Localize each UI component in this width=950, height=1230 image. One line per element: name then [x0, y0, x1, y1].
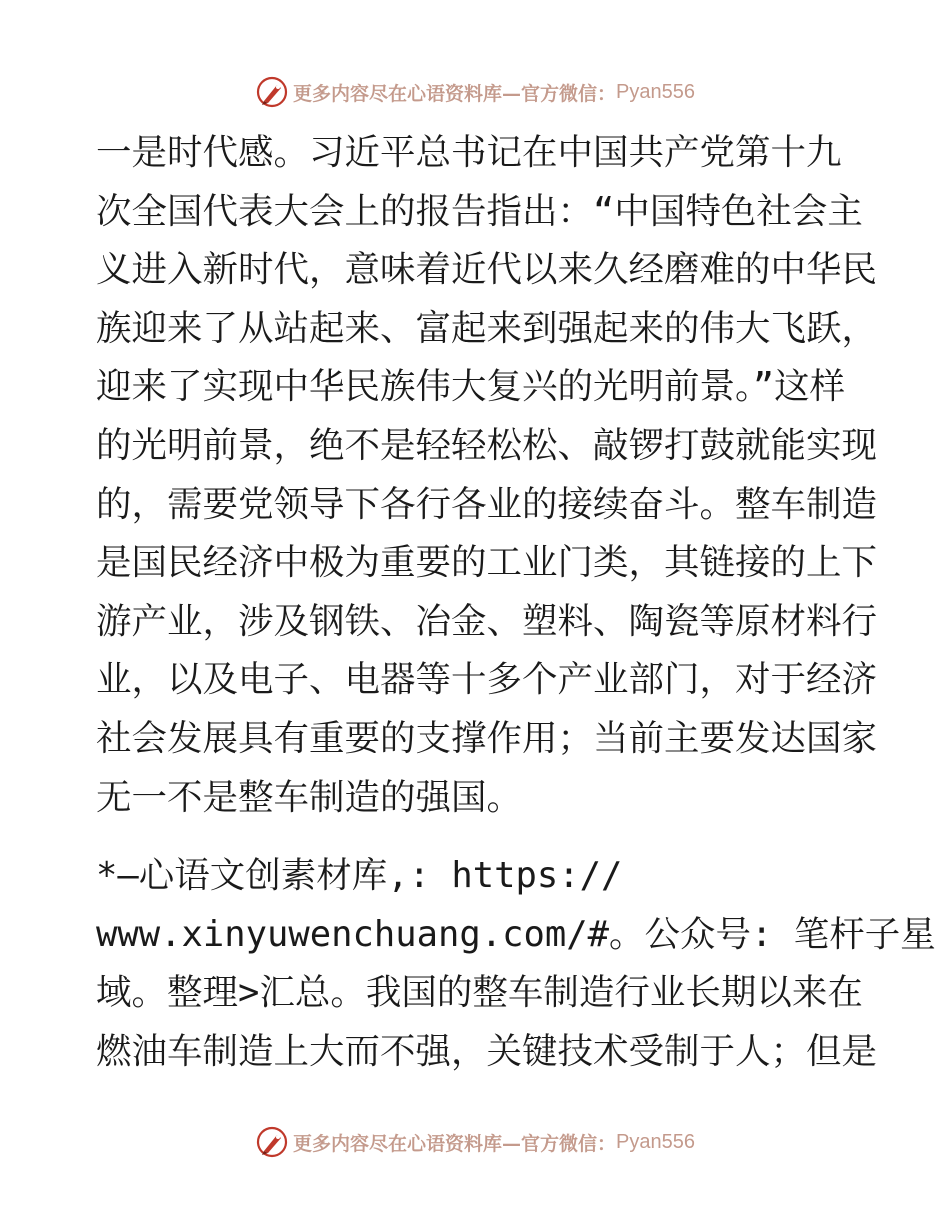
pen-logo-icon	[255, 75, 289, 109]
text-line: 一是时代感。习近平总书记在中国共产党第十九	[96, 132, 842, 173]
text-line: 是国民经济中极为重要的工业门类，其链接的上下	[96, 542, 878, 584]
footer-watermark	[0, 1122, 950, 1162]
text-line: 社会发展具有重要的支撑作用；当前主要发达国家	[96, 717, 878, 759]
text-line: 燃油车制造上大而不强，关键技术受制于人；但是	[96, 1030, 878, 1072]
paragraph-2	[96, 847, 936, 1081]
text-line: 迎来了实现中华民族伟大复兴的光明前景。”这样	[96, 366, 846, 408]
watermark-text: 更多内容尽在心语资料库—官方微信：	[293, 82, 617, 105]
document-body	[96, 124, 936, 1082]
text-line: 域。整理>汇总。我国的整车制造行业长期以来在	[96, 972, 863, 1014]
watermark-text: 更多内容尽在心语资料库—官方微信：	[293, 1132, 617, 1155]
text-line: 族迎来了从站起来、富起来到强起来的伟大飞跃，	[96, 307, 878, 349]
text-line: 的，需要党领导下各行各业的接续奋斗。整车制造	[96, 483, 878, 525]
text-line: 义进入新时代，意味着近代以来久经磨难的中华民	[96, 249, 878, 291]
wechat-id: Pyan556	[616, 1130, 695, 1153]
text-line: 业，以及电子、电器等十多个产业部门，对于经济	[96, 659, 878, 701]
text-line: 次全国代表大会上的报告指出：“中国特色社会主	[96, 190, 863, 232]
pen-logo-icon	[255, 1125, 289, 1159]
text-line: 的光明前景，绝不是轻轻松松、敲锣打鼓就能实现	[96, 424, 878, 466]
text-line: *—心语文创素材库,: https://	[96, 855, 623, 897]
paragraph-1	[96, 124, 878, 827]
header-watermark	[0, 72, 950, 112]
wechat-id: Pyan556	[616, 80, 695, 103]
text-line: www.xinyuwenchuang.com/#。公众号: 笔杆子星	[96, 913, 936, 955]
text-line: 无一不是整车制造的强国。	[96, 776, 523, 818]
text-line: 游产业，涉及钢铁、冶金、塑料、陶瓷等原材料行	[96, 600, 878, 642]
